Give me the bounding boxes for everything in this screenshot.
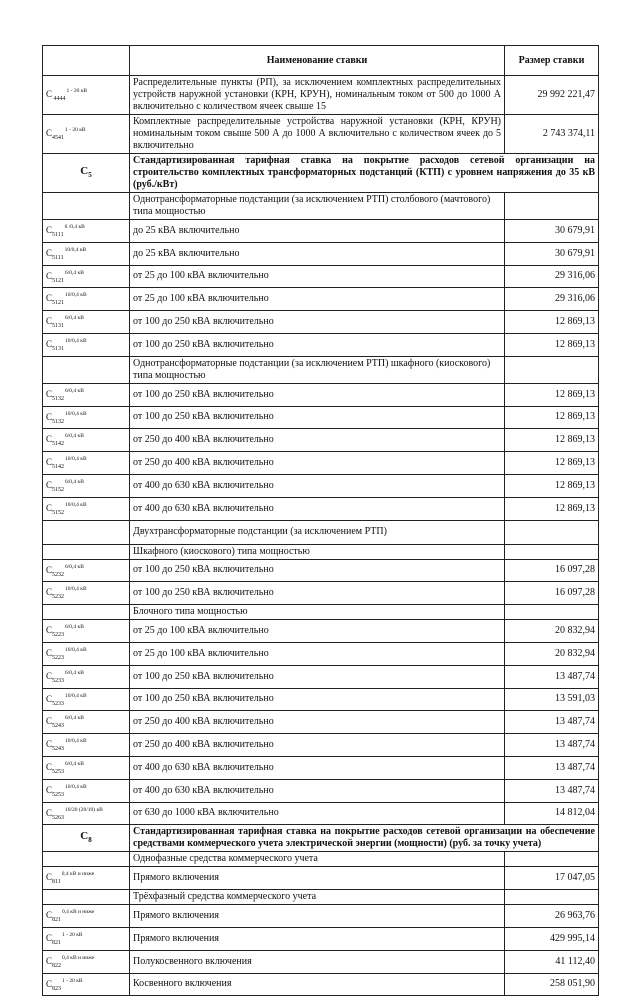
subheader-row [43, 520, 599, 544]
rate-value: 29 316,06 [505, 265, 599, 288]
rate-name: от 630 до 1000 кВА включительно [130, 802, 505, 825]
rate-code [43, 734, 130, 757]
rate-code [43, 474, 130, 497]
table-row [43, 620, 599, 643]
rate-code-base: С [46, 457, 53, 468]
table-header-row [43, 46, 599, 76]
subheader-row [43, 193, 599, 220]
rate-value: 13 591,03 [505, 688, 599, 711]
rate-code [43, 242, 130, 265]
table-body [43, 76, 599, 996]
rate-code-voltage: 6/0,4 кВ [65, 387, 84, 394]
rate-code-index: 5253 [52, 791, 65, 798]
subheader-text: Блочного типа мощностью [130, 605, 505, 620]
rate-code-index: 5232 [52, 594, 65, 601]
rate-code-voltage: 10/0,4 кВ [64, 246, 87, 253]
rate-name: от 100 до 250 кВА включительно [130, 311, 505, 334]
rate-name: от 25 до 100 кВА включительно [130, 288, 505, 311]
rate-code-index: 5232 [52, 571, 65, 578]
rate-code-base: С [46, 128, 53, 139]
subheader-code-cell [43, 890, 130, 905]
table-row [43, 802, 599, 825]
rate-code [43, 452, 130, 475]
rate-code [43, 867, 130, 890]
rate-code-base: С [46, 502, 53, 513]
rate-code-base: С [46, 807, 53, 818]
rate-code-voltage: 10/0,4 кВ [65, 456, 87, 463]
table-row [43, 734, 599, 757]
rate-value: 12 869,13 [505, 497, 599, 520]
rate-name: от 100 до 250 кВА включительно [130, 333, 505, 356]
subheader-text: Однофазные средства коммерческого учета [130, 852, 505, 867]
rate-code [43, 220, 130, 243]
rate-value: 429 995,14 [505, 927, 599, 950]
table-row [43, 406, 599, 429]
group-title: Стандартизированная тарифная ставка на покрытие расходов сетевой организации на обеспечение средствами коммерческого учета электрической энергии (мощности) (руб. за точку учета) [130, 825, 599, 852]
rate-name: Полукосвенного включения [130, 950, 505, 973]
group-code-base: С [80, 830, 89, 843]
rate-code-index: 5132 [52, 395, 65, 402]
rate-code-voltage: 6/0,4 кВ [65, 433, 84, 440]
rate-code-voltage: 10/0,4 кВ [65, 783, 87, 790]
rate-code-index: 4541 [52, 134, 65, 141]
rate-code-base: С [46, 693, 53, 704]
rate-code [43, 115, 130, 154]
rate-code-index: 5253 [52, 768, 65, 775]
rate-code [43, 779, 130, 802]
subheader-code-cell [43, 852, 130, 867]
rate-code-voltage: 1 - 20 кВ [65, 127, 86, 134]
rate-code-index: 5263 [52, 814, 65, 821]
rate-code [43, 311, 130, 334]
subheader-value-cell [505, 544, 599, 559]
rate-code-voltage: 10/20 (20/10) кВ [65, 806, 103, 813]
rate-code-index: 5131 [52, 345, 65, 352]
table-row [43, 642, 599, 665]
rate-code [43, 582, 130, 605]
rate-name: от 100 до 250 кВА включительно [130, 665, 505, 688]
rate-value: 26 963,76 [505, 905, 599, 928]
header-size: Размер ставки [505, 46, 599, 76]
rate-code-base: С [46, 716, 53, 727]
rate-code-index: 5152 [52, 486, 65, 493]
rate-code-voltage: 6/0,4 кВ [65, 760, 84, 767]
group-title: Стандартизированная тарифная ставка на покрытие расходов сетевой организации на строительство комплектных трансформаторных подстанций (КТП) с уровнем напряжения до 35 кВ (руб./кВт) [130, 154, 599, 193]
header-code-cell [43, 46, 130, 76]
rate-name: от 250 до 400 кВА включительно [130, 711, 505, 734]
rate-code-index: 5131 [52, 322, 65, 329]
table-row [43, 220, 599, 243]
rate-code-base: С [46, 564, 53, 575]
rate-value: 12 869,13 [505, 429, 599, 452]
rate-name: от 100 до 250 кВА включительно [130, 688, 505, 711]
rate-code [43, 927, 130, 950]
rate-code [43, 756, 130, 779]
rate-name: от 400 до 630 кВА включительно [130, 474, 505, 497]
subheader-text: Трёхфазный средства коммерческого учета [130, 890, 505, 905]
rate-code [43, 288, 130, 311]
rate-code-voltage: 6/0,4 кВ [65, 478, 84, 485]
rate-code-index: 5132 [52, 418, 65, 425]
table-row [43, 429, 599, 452]
table-row [43, 867, 599, 890]
rate-value: 12 869,13 [505, 311, 599, 334]
rate-value: 29 992 221,47 [505, 76, 599, 115]
rate-code [43, 497, 130, 520]
rate-code-base: С [46, 761, 53, 772]
table-row [43, 497, 599, 520]
rate-code [43, 905, 130, 928]
rate-code-voltage: 10/0,4 кВ [65, 410, 87, 417]
subheader-text: Однотрансформаторные подстанции (за исключением РТП) столбового (мачтового) типа мощностью [130, 193, 505, 220]
rate-value: 41 112,40 [505, 950, 599, 973]
rate-code-index: 5142 [52, 463, 65, 470]
subheader-code-cell [43, 520, 130, 544]
rate-code-voltage: 1 - 20 кВ [66, 88, 88, 95]
rate-value: 29 316,06 [505, 288, 599, 311]
rate-code-index: 823 [52, 985, 62, 992]
subheader-code-cell [43, 544, 130, 559]
rate-name: от 25 до 100 кВА включительно [130, 620, 505, 643]
group-code-index: 8 [88, 836, 92, 845]
rate-code-voltage: 6/0,4 кВ [65, 624, 84, 631]
rate-value: 13 487,74 [505, 665, 599, 688]
rate-value: 20 832,94 [505, 620, 599, 643]
rate-value: 17 047,05 [505, 867, 599, 890]
rate-name: от 250 до 400 кВА включительно [130, 452, 505, 475]
rate-name: от 100 до 250 кВА включительно [130, 406, 505, 429]
rate-code-base: С [46, 932, 53, 943]
subheader-code-cell [43, 605, 130, 620]
rate-name: от 400 до 630 кВА включительно [130, 497, 505, 520]
table-row [43, 711, 599, 734]
subheader-value-cell [505, 356, 599, 383]
subheader-value-cell [505, 890, 599, 905]
table-row [43, 288, 599, 311]
rate-value: 12 869,13 [505, 452, 599, 475]
rate-code-voltage: 10/0,4 кВ [65, 586, 87, 593]
rate-name: Комплектные распределительные устройства наружной установки (КРН, КРУН) номинальным током свыше 500 А до 1000 А включительно с количеством ячеек до 5 включительно [130, 115, 505, 154]
table-row [43, 665, 599, 688]
table-row [43, 559, 599, 582]
rate-name: от 100 до 250 кВА включительно [130, 582, 505, 605]
rate-value: 12 869,13 [505, 474, 599, 497]
rate-code-base: С [46, 479, 53, 490]
rate-code-index: 5243 [52, 745, 65, 752]
subheader-row [43, 544, 599, 559]
rate-name: от 25 до 100 кВА включительно [130, 642, 505, 665]
rate-code [43, 665, 130, 688]
rate-code-base: С [46, 910, 53, 921]
rate-code [43, 802, 130, 825]
rate-value: 12 869,13 [505, 406, 599, 429]
rate-code-index: 5233 [52, 677, 65, 684]
group-code [43, 154, 130, 193]
rate-code-base: С [46, 293, 53, 304]
rate-code-base: С [46, 338, 53, 349]
rate-value: 13 487,74 [505, 734, 599, 757]
table-row [43, 383, 599, 406]
table-row [43, 779, 599, 802]
table-row [43, 311, 599, 334]
rate-code [43, 265, 130, 288]
rate-code [43, 406, 130, 429]
rate-code-base: С [46, 978, 53, 989]
rate-code [43, 383, 130, 406]
table-row [43, 688, 599, 711]
rate-code-base: С [46, 647, 53, 658]
rate-name: от 400 до 630 кВА включительно [130, 779, 505, 802]
rate-code-index: 5111 [52, 254, 64, 261]
rate-code-voltage: 10/0,4 кВ [65, 501, 87, 508]
rate-code [43, 559, 130, 582]
rate-code-voltage: 10/0,4 кВ [65, 738, 87, 745]
rate-code-voltage: 10/0,4 кВ [65, 337, 87, 344]
rate-code-voltage: 6/0,4 кВ [65, 669, 84, 676]
rate-code-base: С [46, 587, 53, 598]
rate-code-index: 811 [52, 879, 61, 886]
table-row [43, 756, 599, 779]
rate-code-base: С [46, 411, 53, 422]
rate-code [43, 429, 130, 452]
rate-code-index: 5223 [52, 631, 65, 638]
rate-value: 13 487,74 [505, 779, 599, 802]
rate-name: Распределительные пункты (РП), за исключением комплектных распределительных устройств наружной установки (КРН, КРУН), номинальным током от 500 до 1000 А включительно с количеством ячеек свыше 15 [130, 76, 505, 115]
rate-code-base: С [46, 388, 53, 399]
group-code-base: С [80, 164, 89, 177]
rate-code-voltage: 6/0,4 кВ [65, 715, 84, 722]
rate-name: от 100 до 250 кВА включительно [130, 383, 505, 406]
rate-code [43, 950, 130, 973]
subheader-code-cell [43, 356, 130, 383]
tariff-rates-table [42, 45, 599, 996]
rate-code-index: 822 [52, 962, 62, 969]
table-row [43, 950, 599, 973]
rate-code-base: С [46, 739, 53, 750]
rate-code-index: 5243 [52, 723, 65, 730]
subheader-value-cell [505, 193, 599, 220]
rate-code-voltage: 1 - 20 кВ [62, 977, 83, 984]
group-header-row [43, 825, 599, 852]
subheader-text: Шкафного (киоскового) типа мощностью [130, 544, 505, 559]
rate-code-index: 821 [52, 939, 62, 946]
subheader-code-cell [43, 193, 130, 220]
rate-name: от 400 до 630 кВА включительно [130, 756, 505, 779]
rate-code-base: С [46, 670, 53, 681]
rate-code-voltage: 0,4 кВ и ниже [62, 909, 95, 916]
rate-code [43, 620, 130, 643]
subheader-value-cell [505, 852, 599, 867]
rate-code-voltage: 6 /0,4 кВ [64, 224, 85, 230]
rate-code-voltage: 6/0,4 кВ [65, 315, 84, 322]
rate-code-base: С [46, 625, 53, 636]
rate-value: 30 679,91 [505, 242, 599, 265]
table-row [43, 582, 599, 605]
rate-value: 12 869,13 [505, 333, 599, 356]
rate-code-index: 5142 [52, 441, 65, 448]
table-row [43, 452, 599, 475]
subheader-text: Двухтрансформаторные подстанции (за исключением РТП) [130, 520, 505, 544]
group-code [43, 825, 130, 852]
rate-value: 16 097,28 [505, 559, 599, 582]
header-name: Наименование ставки [130, 46, 505, 76]
rate-name: от 250 до 400 кВА включительно [130, 734, 505, 757]
rate-code-base: С [46, 434, 53, 445]
subheader-value-cell [505, 520, 599, 544]
rate-code-base: С [46, 270, 53, 281]
rate-code-voltage: 10/0,4 кВ [65, 692, 87, 699]
rate-value: 2 743 374,11 [505, 115, 599, 154]
rate-code-voltage: 1 - 20 кВ [62, 931, 83, 938]
rate-code-voltage: 10/0,4 кВ [65, 292, 87, 299]
rate-code [43, 973, 130, 996]
rate-name: до 25 кВА включительно [130, 220, 505, 243]
rate-code-voltage: 10/0,4 кВ [65, 646, 87, 653]
rate-name: Прямого включения [130, 867, 505, 890]
rate-name: Прямого включения [130, 927, 505, 950]
subheader-text: Однотрансформаторные подстанции (за исключением РТП) шкафного (киоскового) типа мощностью [130, 356, 505, 383]
rate-code-base: С [46, 872, 53, 883]
rate-code-base: С [46, 784, 53, 795]
rate-code-index: 5121 [52, 277, 65, 284]
rate-code-index: 821 [52, 916, 62, 923]
subheader-row [43, 890, 599, 905]
rate-code [43, 711, 130, 734]
table-row [43, 242, 599, 265]
rate-code-index: 4444 [52, 95, 66, 102]
rate-code-index: 5152 [52, 509, 65, 516]
subheader-row [43, 605, 599, 620]
rate-value: 30 679,91 [505, 220, 599, 243]
rate-code-index: 5233 [52, 700, 65, 707]
rate-code-voltage: 6/0,4 кВ [65, 269, 84, 276]
group-header-row [43, 154, 599, 193]
rate-value: 12 869,13 [505, 383, 599, 406]
group-code-index: 5 [88, 171, 92, 180]
rate-code-voltage: 6/0,4 кВ [65, 563, 84, 570]
rate-name: Прямого включения [130, 905, 505, 928]
rate-code-base: С [46, 89, 53, 100]
subheader-row [43, 852, 599, 867]
rate-code-index: 5111 [52, 231, 64, 238]
rate-name: от 250 до 400 кВА включительно [130, 429, 505, 452]
rate-name: Косвенного включения [130, 973, 505, 996]
rate-code-base: С [46, 225, 53, 235]
table-row [43, 973, 599, 996]
rate-code-voltage: 0,4 кВ и ниже [61, 871, 95, 878]
rate-value: 13 487,74 [505, 756, 599, 779]
table-row [43, 927, 599, 950]
rate-code-voltage: 0,4 кВ и ниже [62, 954, 95, 961]
table-row [43, 76, 599, 115]
rate-code [43, 333, 130, 356]
table-row [43, 905, 599, 928]
table-row [43, 115, 599, 154]
rate-code-base: С [46, 955, 53, 966]
rate-name: до 25 кВА включительно [130, 242, 505, 265]
rate-name: от 100 до 250 кВА включительно [130, 559, 505, 582]
rate-code [43, 642, 130, 665]
rate-code [43, 688, 130, 711]
rate-code [43, 76, 130, 115]
table-row [43, 265, 599, 288]
rate-value: 14 812,04 [505, 802, 599, 825]
table-row [43, 474, 599, 497]
rate-code-index: 5223 [52, 654, 65, 661]
table-row [43, 333, 599, 356]
subheader-row [43, 356, 599, 383]
rate-code-base: С [46, 247, 53, 258]
rate-code-index: 5121 [52, 300, 65, 307]
rate-name: от 25 до 100 кВА включительно [130, 265, 505, 288]
rate-value: 16 097,28 [505, 582, 599, 605]
rate-value: 20 832,94 [505, 642, 599, 665]
rate-value: 13 487,74 [505, 711, 599, 734]
rate-value: 258 051,90 [505, 973, 599, 996]
subheader-value-cell [505, 605, 599, 620]
rate-code-base: С [46, 316, 53, 327]
